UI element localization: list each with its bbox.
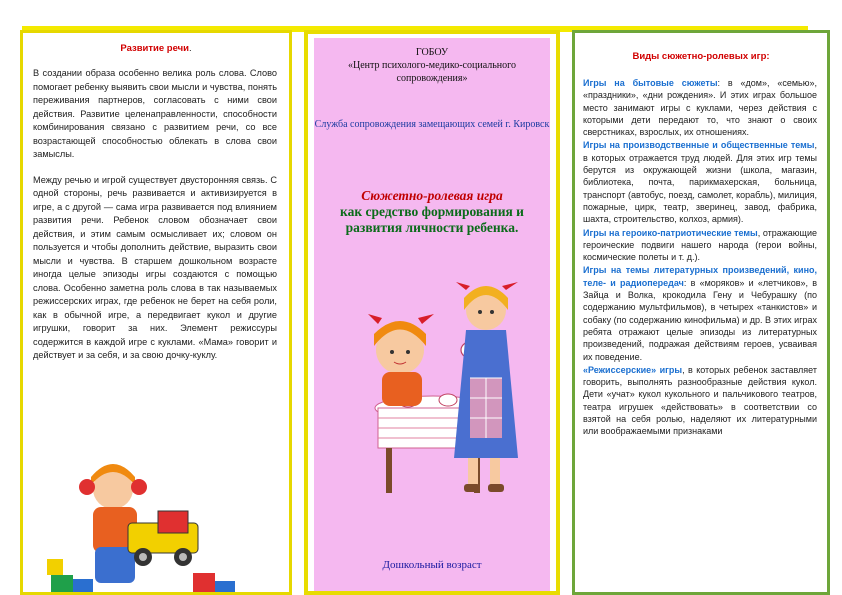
right-title: Виды сюжетно-ролевых игр: xyxy=(632,51,770,62)
title-line-1: Сюжетно-ролевая игра xyxy=(361,188,503,203)
org-abbreviation: ГОБОУ xyxy=(415,47,449,58)
game-type-item: Игры на темы литературных произведений, кино, теле- и радиопередач: в «моряков» и «летчиков», в Зайца и Волка, крокодила Гену и Чебурашку (по содержанию мультфильмов), в четырех «танкистов» и собаку (по содержанию кинофильма) и др. В этих играх ребята отражают целые эпизоды из литературных произведений, подражая действиям героев, усваивая их поведение. xyxy=(583,265,817,362)
cover-background xyxy=(314,38,550,591)
left-paragraph-2: Между речью и игрой существует двусторонняя связь. С одной стороны, речь развивается и активизируется в игре, а с другой — сама игра развивается под влиянием развития речи. Ребенок словом обозначает свои действия, и этим самым осмысливает их; словом он пользуется и чтобы дополнить действие, выразить свои мысли и чувства. В старшем дошкольном возрасте иногда целые эпизоды игры создаются с помощью слова. Особенно заметна роль слова в так называемых режиссерских играх, где ребенок не берет на себя роли, как в обычной игре, а передвигает кукол и другие игрушки, говорит за них. Элемент режиссуры содержится в каждой игре с куклами. «Мама» говорит и действует и за себя, и за свою дочку-куклу. xyxy=(33,174,277,360)
title-line-2: как средство формирования и развития личности ребенка. xyxy=(340,204,524,235)
game-types-list xyxy=(583,77,817,439)
tea-party-girls-illustration xyxy=(338,268,538,498)
game-type-item: Игры на производственные и общественные темы, в которых отражается труд людей. Для этих игр темы берутся из окружающей жизни (школа, магазин, библиотека, почта, парикмахерская, больница, транспорт (автобус, поезд, самолет, корабль), милиция, пожарные, цирк, театр, зверинец, завод, фабрика, шахта, строительство, колхоз, армия). xyxy=(583,140,817,225)
child-with-toy-truck-illustration xyxy=(43,463,253,595)
cover-panel xyxy=(304,30,560,595)
organization-block xyxy=(314,46,550,85)
age-label: Дошкольный возраст xyxy=(382,559,482,571)
org-name: «Центр психолого-медико-социального сопровождения» xyxy=(348,60,516,84)
left-panel xyxy=(20,30,292,595)
left-text xyxy=(33,67,277,375)
right-panel xyxy=(572,30,830,595)
service-name: Служба сопровождения замещающих семей г. Кировск xyxy=(314,119,550,130)
left-title: Развитие речи. xyxy=(120,43,192,54)
left-paragraph-1: В создании образа особенно велика роль слова. Слово помогает ребенку выявить свои мысли и чувства, понять переживания партнеров, согласовать с ними свои действия. Развитие целенаправленности, способности комбинирования связано с развитием речи, со все возрастающей способностью облекать в слова свои замыслы. xyxy=(33,68,277,159)
game-type-item: Игры на бытовые сюжеты: в «дом», «семью», «праздники», «дни рождения». И этих играх большое место занимают игры с куклами, через действия с которыми дети передают то, что знают о своих сверстниках, взрослых, их отношениях. xyxy=(583,78,817,138)
game-type-item: «Режиссерские» игры, в которых ребенок заставляет говорить, выполнять разнообразные действия кукол. Дети «учат» кукол кукольного и пальчикового театров, театра игрушек «действовать» в соответствии со взятой на себя ролью, наделяют их литературными или воображаемыми признаками xyxy=(583,364,817,437)
game-type-item: Игры на героико-патриотические темы, отражающие героические подвиги нашего народа (герои войны, космические полеты и т. д.). xyxy=(583,227,817,263)
brochure-title xyxy=(314,188,550,236)
